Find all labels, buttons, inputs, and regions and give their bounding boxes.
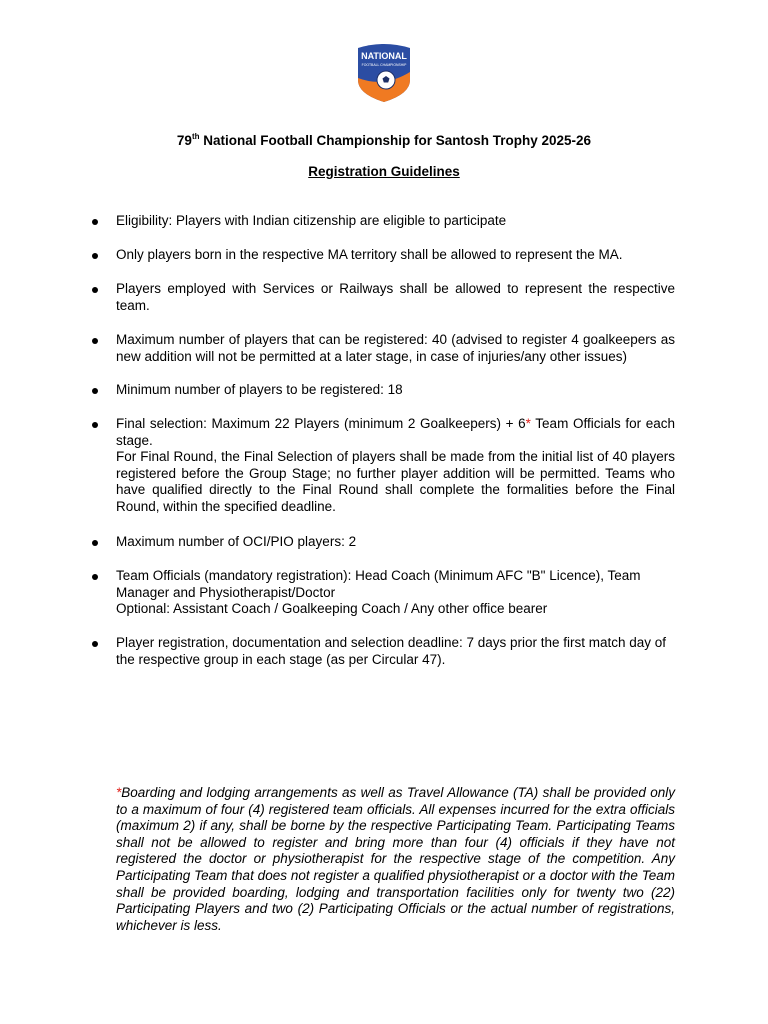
list-item: Final selection: Maximum 22 Players (minimum 2 Goalkeepers) + 6* Team Officials for each stage. For Final Round, the Final Selection of players shall be made from the initial list of 40 players registered before the Group Stage; no further player addition will be permitted. Teams who have qualified directly to the Final Round shall complete the formalities before the Final Round, within the specified deadline. <box>116 416 675 516</box>
bullet-icon <box>92 253 98 259</box>
footnote: *Boarding and lodging arrangements as well as Travel Allowance (TA) shall be provided only to a maximum of four (4) registered team officials. All expenses incurred for the extra officials (maximum 2) if any, shall be borne by the respective Participating Team. Participating Teams shall not be allowed to register and bring more than four (4) officials if they have not registered the doctor or physiotherapist for the respective stage of the competition. Any Participating Team that does not register a qualified physiotherapist or a doctor with the Team shall be provided boarding, lodging and transportation facilities only for twenty two (22) Participating Players and two (2) Participating Officials or the actual number of registrations, whichever is less. <box>116 785 675 933</box>
bullet-icon <box>92 641 98 647</box>
page-subtitle: Registration Guidelines <box>308 164 460 179</box>
bullet-icon <box>92 574 98 580</box>
list-item: Eligibility: Players with Indian citizenship are eligible to participate <box>116 213 675 230</box>
list-item: Maximum number of OCI/PIO players: 2 <box>116 534 675 551</box>
list-item: Players employed with Services or Railways shall be allowed to represent the respective team. <box>116 281 675 314</box>
svg-text:FOOTBALL CHAMPIONSHIP: FOOTBALL CHAMPIONSHIP <box>361 63 407 67</box>
bullet-icon <box>92 219 98 225</box>
list-item: Maximum number of players that can be registered: 40 (advised to register 4 goalkeepers as new addition will not be permitted at a later stage, in case of injuries/any other issues) <box>116 332 675 365</box>
asterisk-marker: * <box>116 785 122 800</box>
bullet-icon <box>92 540 98 546</box>
page-title: 79th National Football Championship for Santosh Trophy 2025-26 <box>176 131 592 148</box>
national-championship-logo <box>356 42 412 104</box>
svg-text:NATIONAL: NATIONAL <box>361 51 407 61</box>
list-item: Minimum number of players to be registered: 18 <box>116 382 675 399</box>
bullet-icon <box>92 422 98 428</box>
asterisk-marker: * <box>525 416 531 431</box>
list-item: Only players born in the respective MA territory shall be allowed to represent the MA. <box>116 247 675 264</box>
shield-logo-icon <box>356 42 412 104</box>
list-item: Team Officials (mandatory registration): Head Coach (Minimum AFC "B" Licence), Team Manager and Physiotherapist/Doctor Optional: Assistant Coach / Goalkeeping Coach / Any other office bearer <box>116 568 675 618</box>
bullet-icon <box>92 338 98 344</box>
bullet-icon <box>92 287 98 293</box>
bullet-icon <box>92 388 98 394</box>
list-item: Player registration, documentation and selection deadline: 7 days prior the first match day of the respective group in each stage (as per Circular 47). <box>116 635 675 668</box>
